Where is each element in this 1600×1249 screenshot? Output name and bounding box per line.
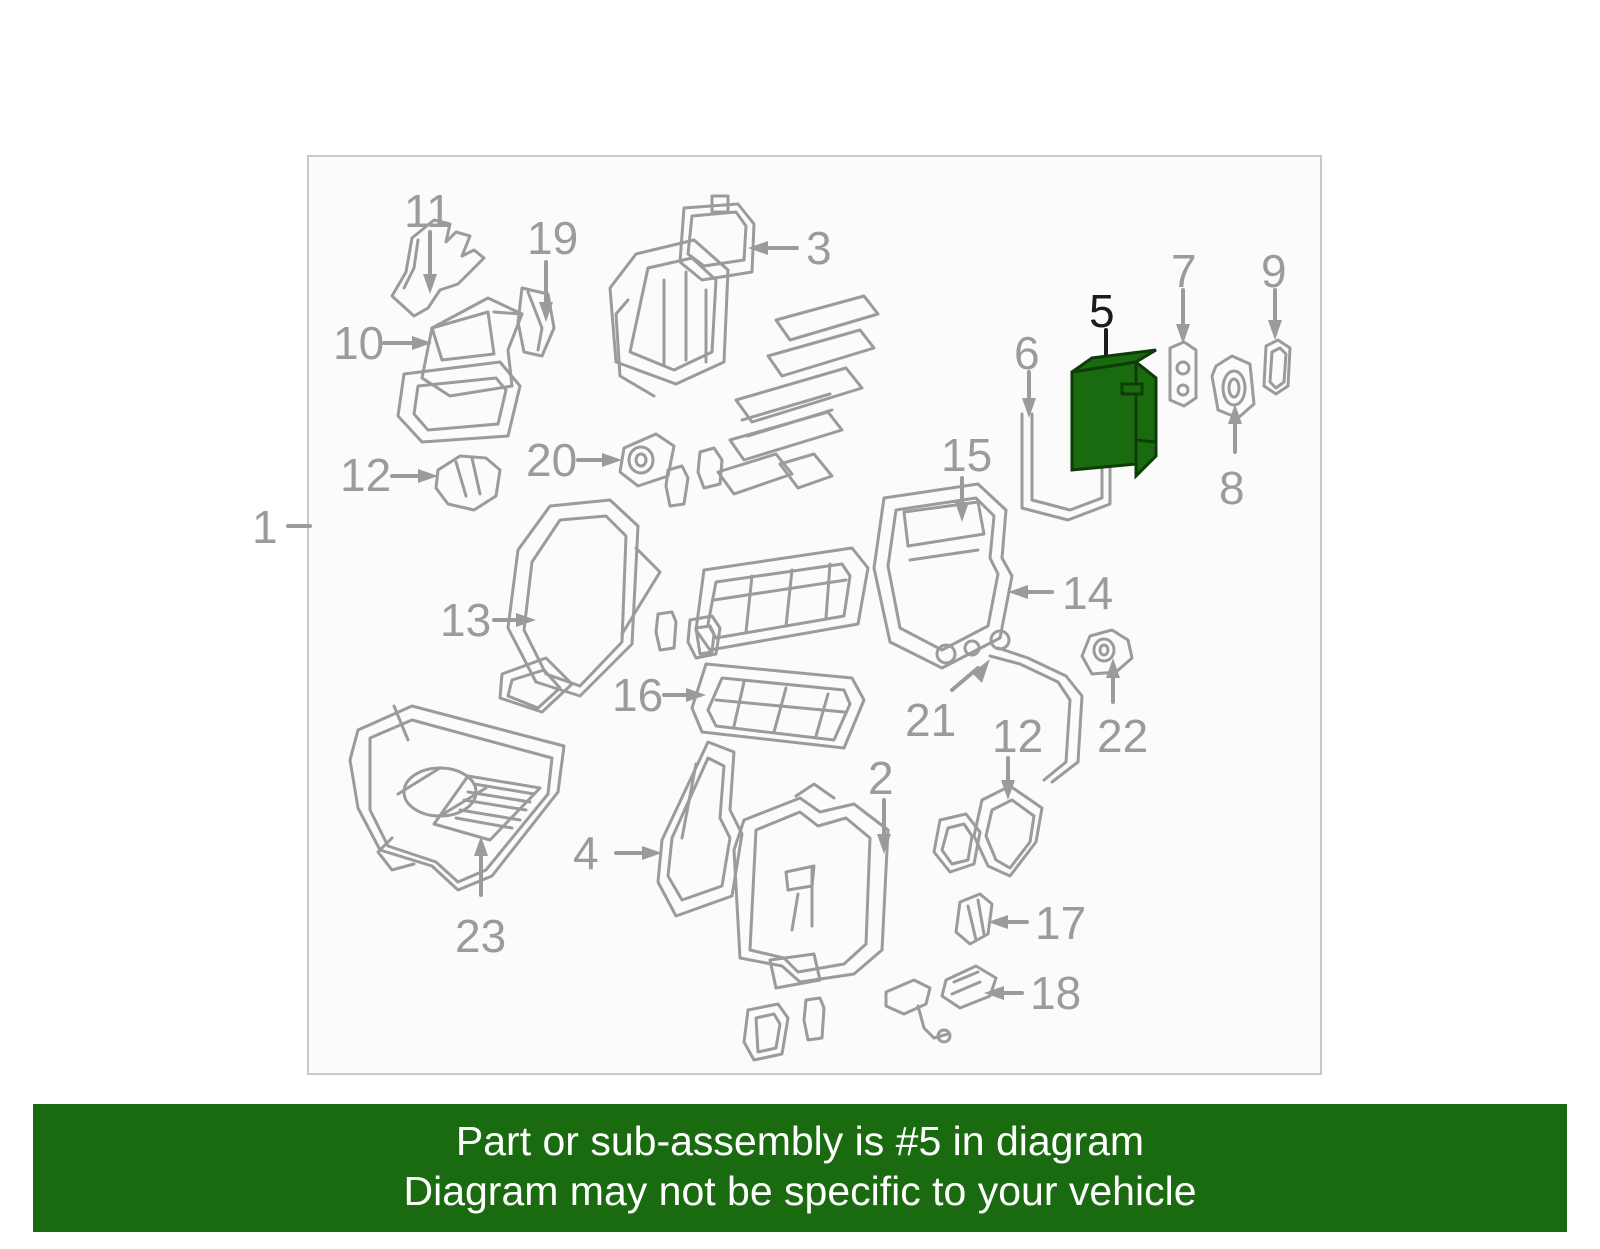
callout-22: 22: [1097, 710, 1149, 762]
callout-16: 16: [612, 669, 664, 721]
callout-2: 2: [868, 752, 894, 804]
callout-14: 14: [1062, 567, 1114, 619]
callout-10: 10: [333, 317, 385, 369]
callout-19: 19: [527, 212, 579, 264]
callout-21: 21: [905, 694, 957, 746]
callout-13: 13: [440, 594, 492, 646]
callout-11: 11: [404, 185, 452, 237]
callout-5: 5: [1089, 285, 1115, 337]
callout-9: 9: [1261, 245, 1287, 297]
callout-12-left: 12: [340, 449, 392, 501]
part-note-line-1: Part or sub-assembly is #5 in diagram: [455, 1118, 1145, 1164]
callout-23: 23: [455, 910, 507, 962]
callout-1: 1: [252, 501, 278, 553]
callout-15: 15: [941, 429, 993, 481]
part-note-banner: [33, 1104, 1567, 1232]
callout-18: 18: [1030, 967, 1082, 1019]
part-note-line-2: Diagram may not be specific to your vehicle: [403, 1168, 1197, 1214]
callout-6: 6: [1014, 327, 1040, 379]
callout-4: 4: [573, 827, 599, 879]
callout-12-right: 12: [992, 710, 1044, 762]
callout-17: 17: [1035, 897, 1087, 949]
callout-7: 7: [1171, 245, 1197, 297]
callout-20: 20: [526, 434, 578, 486]
callout-3: 3: [806, 222, 832, 274]
callout-8: 8: [1219, 462, 1245, 514]
